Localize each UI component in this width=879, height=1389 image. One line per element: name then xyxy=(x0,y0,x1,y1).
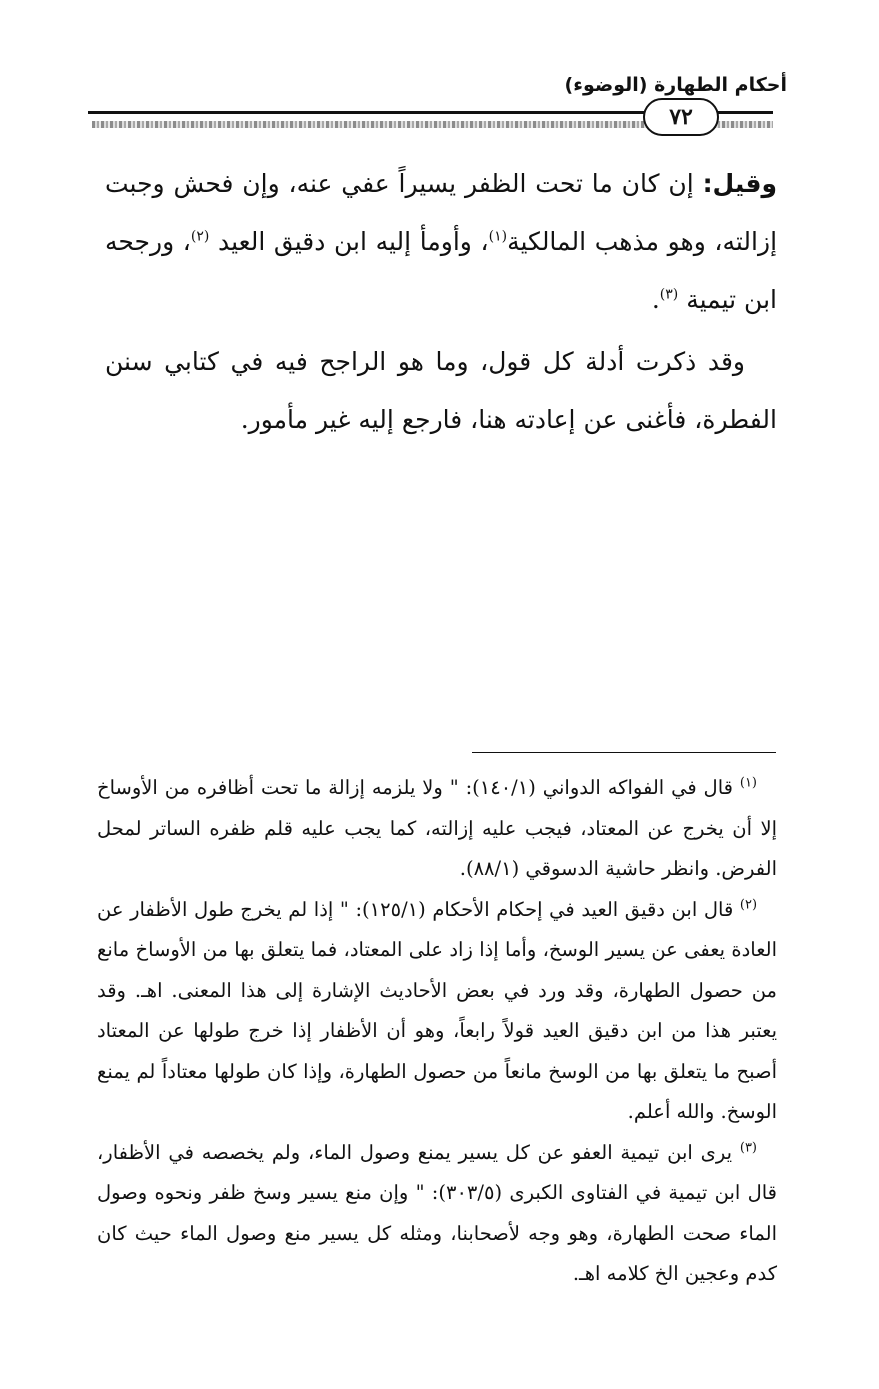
footnote-ref-1: (١) xyxy=(488,228,508,245)
footnote-separator xyxy=(472,752,776,753)
paragraph-text: إن كان ما تحت الظفر يسيراً عفي عنه، وإن فحش وجبت إزالته، وهو مذهب المالكية xyxy=(105,169,778,256)
footnote-3 xyxy=(97,1133,777,1295)
paragraph-text: . xyxy=(651,285,660,314)
footnote-marker: (٢) xyxy=(739,897,758,912)
footnote-marker: (٣) xyxy=(739,1140,757,1155)
main-text xyxy=(105,155,777,453)
footnote-text: قال ابن دقيق العيد في إحكام الأحكام (١٢٥/١): " إذا لم يخرج طول الأظفار عن العادة يعفى عن يسير الوسخ، وأما إذا زاد على المعتاد، فما يتعلق بها من الأوساخ مانع من حصول الطهارة، وقد ورد في بعض الأحاديث الإشارة إلى هذا المعنى. اهـ. وقد يعتبر هذا من ابن دقيق العيد قولاً رابعاً، وهو أن الأظفار إذا خرج طولها عن المعتاد أصبح ما يتعلق بها من الوسخ مانعاً من حصول الطهارة، وإذا كان طولها معتاداً لم يمنع الوسخ. والله أعلم. xyxy=(97,897,777,1123)
footnote-1 xyxy=(97,768,777,890)
footnote-text: قال في الفواكه الدواني (١٤٠/١): " ولا يلزمه إزالة ما تحت أظافره من الأوساخ إلا أن يخرج عن المعتاد، فيجب عليه إزالته، كما يجب عليه قلم ظفره الساتر لمحل الفرض. وانظر حاشية الدسوقي (٨٨/١). xyxy=(97,776,777,880)
paragraph-2: وقد ذكرت أدلة كل قول، وما هو الراجح فيه في كتابي سنن الفطرة، فأغنى عن إعادته هنا، فارجع إليه غير مأمور. xyxy=(105,347,777,434)
running-title: أحكام الطهارة (الوضوء) xyxy=(564,74,787,96)
paragraph-text: ، ورجحه ابن تيمية xyxy=(105,227,777,314)
footnote-text: يرى ابن تيمية العفو عن كل يسير يمنع وصول الماء، ولم يخصصه في الأظفار، قال ابن تيمية في الفتاوى الكبرى (٣٠٣/٥): " وإن منع يسير وسخ ظفر ونحوه وصول الماء صحت الطهارة، وهو وجه لأصحابنا، ومثله كل يسير منع وصول الماء حيث كان كدم وعجين الخ كلامه اهـ. xyxy=(97,1140,777,1285)
paragraph-1 xyxy=(105,155,777,329)
paragraph-lead: وقيل: xyxy=(702,169,777,198)
footnotes xyxy=(97,768,777,1295)
paragraph-text: ، وأومأ إليه ابن دقيق العيد xyxy=(209,227,489,256)
footnote-2 xyxy=(97,890,777,1133)
footnote-ref-3: (٣) xyxy=(659,286,679,303)
footnote-ref-2: (٢) xyxy=(190,228,210,245)
page-number: ٧٢ xyxy=(643,98,719,136)
footnote-marker: (١) xyxy=(739,775,757,791)
